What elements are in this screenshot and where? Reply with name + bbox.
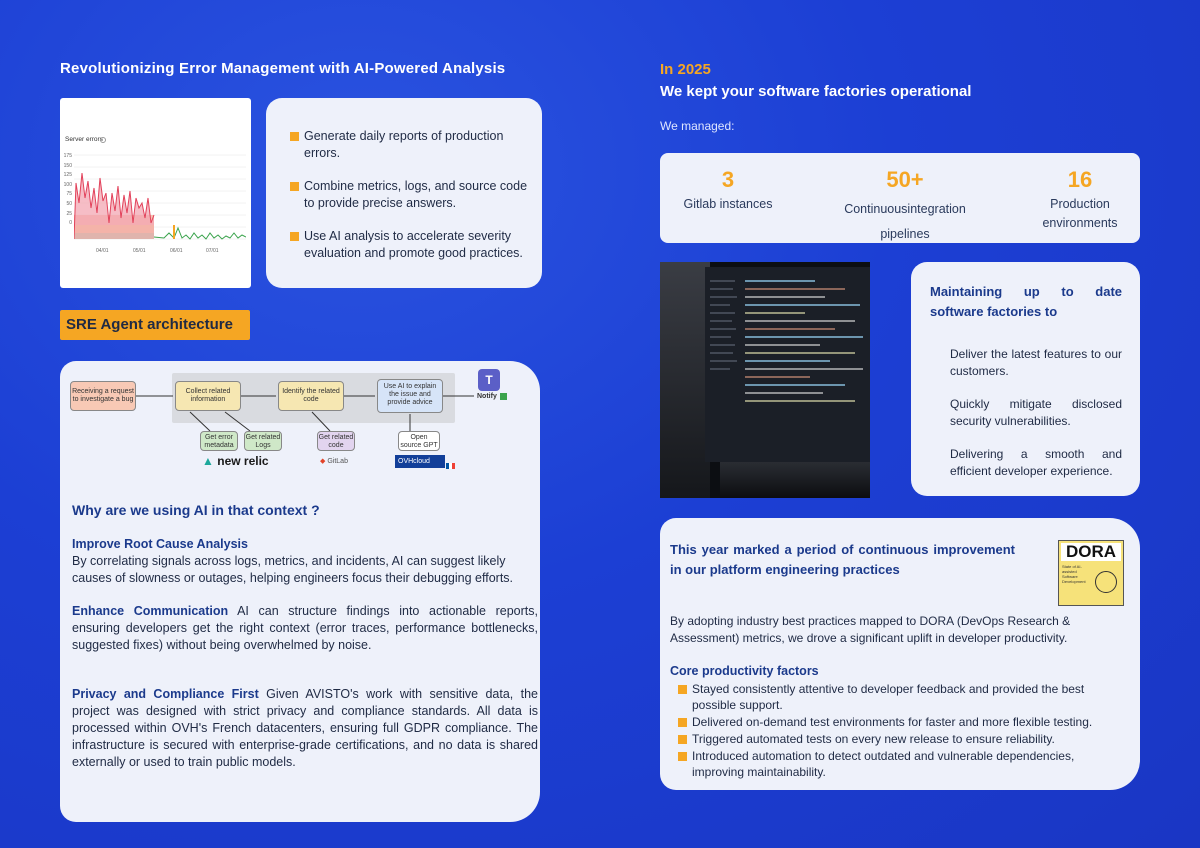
check-icon [500, 393, 507, 400]
stats-card [660, 153, 1140, 243]
chart-yticks: 175 150 125 100 75 50 25 0 [63, 153, 72, 227]
chart-plot [74, 153, 246, 248]
keyboard [720, 462, 870, 498]
monitor-screen [705, 267, 870, 462]
x-tick: 05/01 [133, 248, 146, 254]
core-item: Introduced automation to detect outdated and vulnerable dependencies, improving maintainability. [678, 748, 1118, 780]
sub-node: Get error metadata [200, 431, 238, 451]
ai-node: Use AI to explain the issue and provide advice [377, 379, 443, 413]
architecture-card [60, 361, 540, 822]
info-icon [100, 137, 106, 143]
communication-text: Enhance Communication AI can structure findings into actionable reports, ensuring developers get the right context (error traces, performance bottlenecks, suggested fixes) without being overwhelmed by noise. [72, 604, 538, 652]
server-errors-chart [60, 98, 251, 288]
maintenance-heading: Maintaining up to date software factories to [930, 284, 1122, 319]
core-item: Stayed consistently attentive to developer feedback and provided the best possible support. [678, 681, 1118, 713]
chart-title: Server errors [65, 136, 103, 143]
code-photo [660, 262, 870, 498]
square-bullet-icon [678, 735, 687, 744]
dora-report-badge: DORA State of AI-assisted Software Development [1058, 540, 1124, 606]
gitlab-logo: ◆ GitLab [320, 458, 348, 465]
dora-text: By adopting industry best practices mapped to DORA (DevOps Research & Assessment) metrics, we drove a significant uplift in developer productivity. [670, 614, 1071, 645]
feature-item: Use AI analysis to accelerate severity evaluation and promote good practices. [290, 228, 530, 262]
square-bullet-icon [290, 232, 299, 241]
sre-architecture-label: SRE Agent architecture [60, 310, 250, 340]
core-heading: Core productivity factors [670, 664, 819, 678]
year-label: In 2025 [660, 61, 711, 78]
square-bullet-icon [678, 718, 687, 727]
rca-text: By correlating signals across logs, metrics, and incidents, AI can suggest likely causes of slowness or outages, helping engineers focus their debugging efforts. [72, 554, 514, 585]
section-title: Revolutionizing Error Management with AI-Powered Analysis [60, 60, 506, 77]
managed-label: We managed: [660, 119, 735, 133]
diagram-arrows [60, 361, 540, 481]
maintenance-item: Deliver the latest features to our customers. [950, 347, 1122, 378]
france-flag-icon [446, 463, 455, 469]
square-bullet-icon [290, 182, 299, 191]
maintenance-item: Delivering a smooth and efficient developer experience. [950, 447, 1122, 478]
square-bullet-icon [290, 132, 299, 141]
stat-number: 3 [721, 167, 735, 192]
notify-label: Notify [477, 393, 497, 400]
why-heading: Why are we using AI in that context ? [72, 502, 320, 518]
newrelic-logo: ▲ new relic [202, 454, 269, 468]
stat-number: 50+ [886, 167, 924, 192]
ovhcloud-logo: OVHcloud [395, 455, 445, 468]
square-bullet-icon [678, 752, 687, 761]
stat-label: Gitlab instances [683, 197, 773, 211]
compass-icon [1095, 571, 1117, 593]
feature-item: Generate daily reports of production errors. [290, 128, 530, 162]
square-bullet-icon [678, 685, 687, 694]
x-tick: 06/01 [170, 248, 183, 254]
identify-node: Identify the related code [278, 381, 344, 411]
collect-node: Collect related information [175, 381, 241, 411]
dora-card [660, 518, 1140, 790]
sub-node: Get related code [317, 431, 355, 451]
rca-heading: Improve Root Cause Analysis [72, 537, 248, 551]
sub-node: Open source GPT [398, 431, 440, 451]
maintenance-card [911, 262, 1140, 496]
headline: We kept your software factories operational [660, 83, 972, 100]
stat-label: Production environments [1042, 197, 1118, 230]
core-item: Delivered on-demand test environments for faster and more flexible testing. [678, 714, 1118, 730]
core-item: Triggered automated tests on every new release to ensure reliability. [678, 731, 1118, 747]
features-card [266, 98, 542, 288]
dora-heading: This year marked a period of continuous improvement in our platform engineering practices [670, 542, 1015, 577]
maintenance-item: Quickly mitigate disclosed security vulnerabilities. [950, 397, 1122, 428]
code-lines [705, 267, 870, 462]
x-tick: 07/01 [206, 248, 219, 254]
teams-icon: T [478, 369, 500, 391]
stat-label: Continuousintegration pipelines [844, 202, 966, 241]
x-tick: 04/01 [96, 248, 109, 254]
stat-number: 16 [1067, 167, 1093, 192]
sub-node: Get related Logs [244, 431, 282, 451]
feature-item: Combine metrics, logs, and source code to provide precise answers. [290, 178, 530, 212]
privacy-text: Privacy and Compliance First Given AVISTO's work with sensitive data, the project was designed with strict privacy and compliance standards. All data is processed within OVH's French datacenters, ensuring full GDPR compliance. The infrastructure is secured with enterprise-grade certifications, and no data is shared externally or used to train public models. [72, 687, 538, 769]
start-node: Receiving a request to investigate a bug [70, 381, 136, 411]
person-silhouette [660, 262, 710, 498]
